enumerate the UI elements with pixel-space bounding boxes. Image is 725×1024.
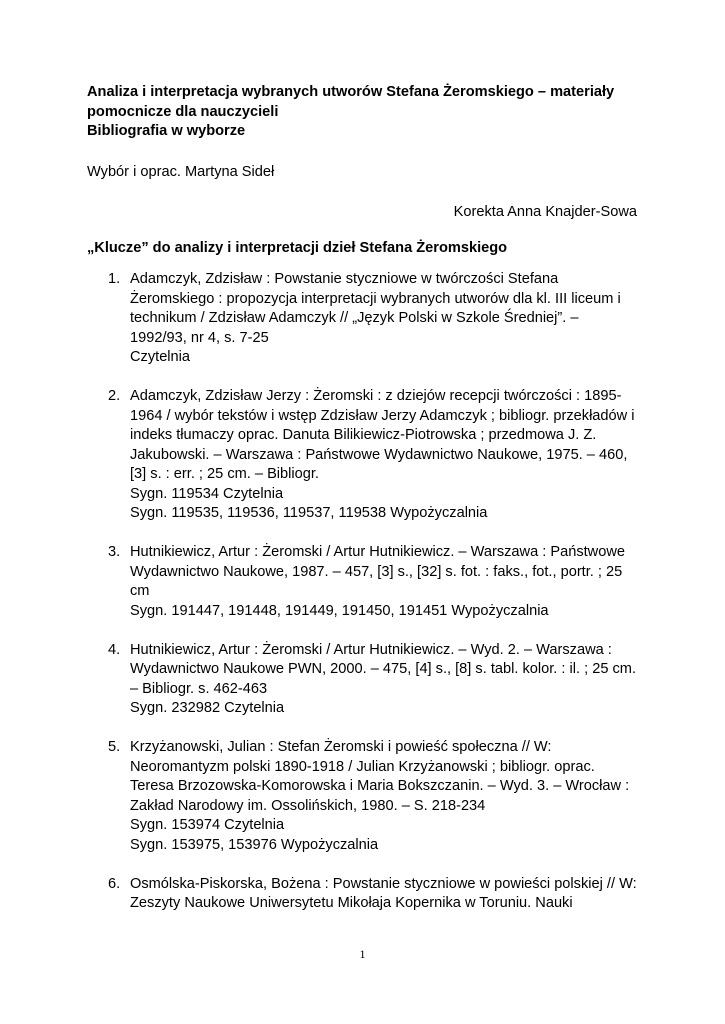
- correction-credit: Korekta Anna Knajder-Sowa: [453, 204, 637, 220]
- entry-text-line: Sygn. 119535, 119536, 119537, 119538 Wypożyczalnia: [130, 505, 488, 521]
- entry-text-line: Żeromskiego : propozycja interpretacji wybranych utworów dla kl. III liceum i: [130, 290, 621, 307]
- entry-text-line: Wydawnictwo Naukowe, 1987. – 457, [3] s., [32] s. fot. : faks., fot., portr. ; 25: [130, 563, 623, 580]
- entry-text-line: Sygn. 153975, 153976 Wypożyczalnia: [130, 836, 379, 853]
- entry-text-line: Wydawnictwo Naukowe PWN, 2000. – 475, [4] s., [8] s. tabl. kolor. : il. ; 25 cm.: [130, 661, 636, 677]
- bibliography-list: [87, 270, 643, 933]
- entry-text-line: Osmólska-Piskorska, Bożena : Powstanie styczniowe w powieści polskiej // W:: [130, 875, 637, 892]
- bibliography-entry: [87, 543, 643, 621]
- entry-number: 1.: [108, 271, 121, 287]
- entry-text-line: Neoromantyzm polski 1890-1918 / Julian Krzyżanowski ; bibliogr. oprac.: [130, 758, 595, 775]
- entry-number: 5.: [108, 739, 121, 755]
- entry-text-line: Sygn. 119534 Czytelnia: [130, 485, 284, 502]
- entry-text-line: Jakubowski. – Warszawa : Państwowe Wydawnictwo Naukowe, 1975. – 460,: [130, 446, 628, 463]
- document-title-line-1: Analiza i interpretacja wybranych utworów Stefana Żeromskiego – materiały: [87, 84, 615, 100]
- entry-text-line: Sygn. 153974 Czytelnia: [130, 817, 285, 833]
- entry-text-line: indeks tłumaczy oprac. Danuta Bilikiewicz-Piotrowska ; przedmowa J. Z.: [130, 427, 597, 443]
- entry-text-line: 1992/93, nr 4, s. 7-25: [130, 329, 269, 346]
- entry-text-line: Hutnikiewicz, Artur : Żeromski / Artur Hutnikiewicz. – Wyd. 2. – Warszawa :: [130, 641, 612, 658]
- bibliography-entry: [87, 641, 643, 719]
- page-number: 1: [359, 947, 366, 961]
- document-title-line-2: pomocnicze dla nauczycieli: [87, 103, 279, 120]
- bibliography-entry: [87, 875, 643, 914]
- entry-text-line: 1964 / wybór tekstów i wstęp Zdzisław Jerzy Adamczyk ; bibliogr. przekładów i: [130, 407, 635, 424]
- compiler-credit: Wybór i oprac. Martyna Sideł: [87, 164, 275, 180]
- entry-text-line: [3] s. : err. ; 25 cm. – Bibliogr.: [130, 466, 319, 482]
- bibliography-entry: [87, 738, 643, 855]
- entry-text-line: Adamczyk, Zdzisław Jerzy : Żeromski : z dziejów recepcji twórczości : 1895-: [130, 388, 622, 404]
- entry-text-line: technikum / Zdzisław Adamczyk // „Język Polski w Szkole Średniej”. –: [130, 310, 579, 326]
- bibliography-entry: [87, 387, 643, 524]
- entry-text-line: Adamczyk, Zdzisław : Powstanie styczniowe w twórczości Stefana: [130, 271, 559, 287]
- section-title: „Klucze” do analizy i interpretacji dzieł Stefana Żeromskiego: [87, 240, 508, 256]
- entry-text-line: cm: [130, 583, 150, 599]
- entry-number: 2.: [108, 388, 121, 404]
- bibliography-entry: [87, 270, 643, 368]
- entry-text-line: – Bibliogr. s. 462-463: [130, 680, 268, 697]
- entry-text-line: Sygn. 232982 Czytelnia: [130, 700, 285, 716]
- entry-number: 6.: [108, 875, 121, 892]
- entry-text-line: Hutnikiewicz, Artur : Żeromski / Artur Hutnikiewicz. – Warszawa : Państwowe: [130, 544, 625, 560]
- entry-text-line: Zeszyty Naukowe Uniwersytetu Mikołaja Kopernika w Toruniu. Nauki: [130, 895, 573, 911]
- entry-text-line: Teresa Brzozowska-Komorowska i Maria Bokszczanin. – Wyd. 3. – Wrocław :: [130, 778, 630, 794]
- entry-text-line: Krzyżanowski, Julian : Stefan Żeromski i powieść społeczna // W:: [130, 739, 552, 755]
- document-header: [87, 83, 647, 142]
- document-subtitle: Bibliografia w wyborze: [87, 123, 246, 139]
- entry-text-line: Czytelnia: [130, 349, 191, 365]
- entry-text-line: Zakład Narodowy im. Ossolińskich, 1980. – S. 218-234: [130, 797, 486, 814]
- entry-text-line: Sygn. 191447, 191448, 191449, 191450, 191451 Wypożyczalnia: [130, 602, 549, 619]
- entry-number: 3.: [108, 544, 121, 560]
- entry-number: 4.: [108, 641, 121, 658]
